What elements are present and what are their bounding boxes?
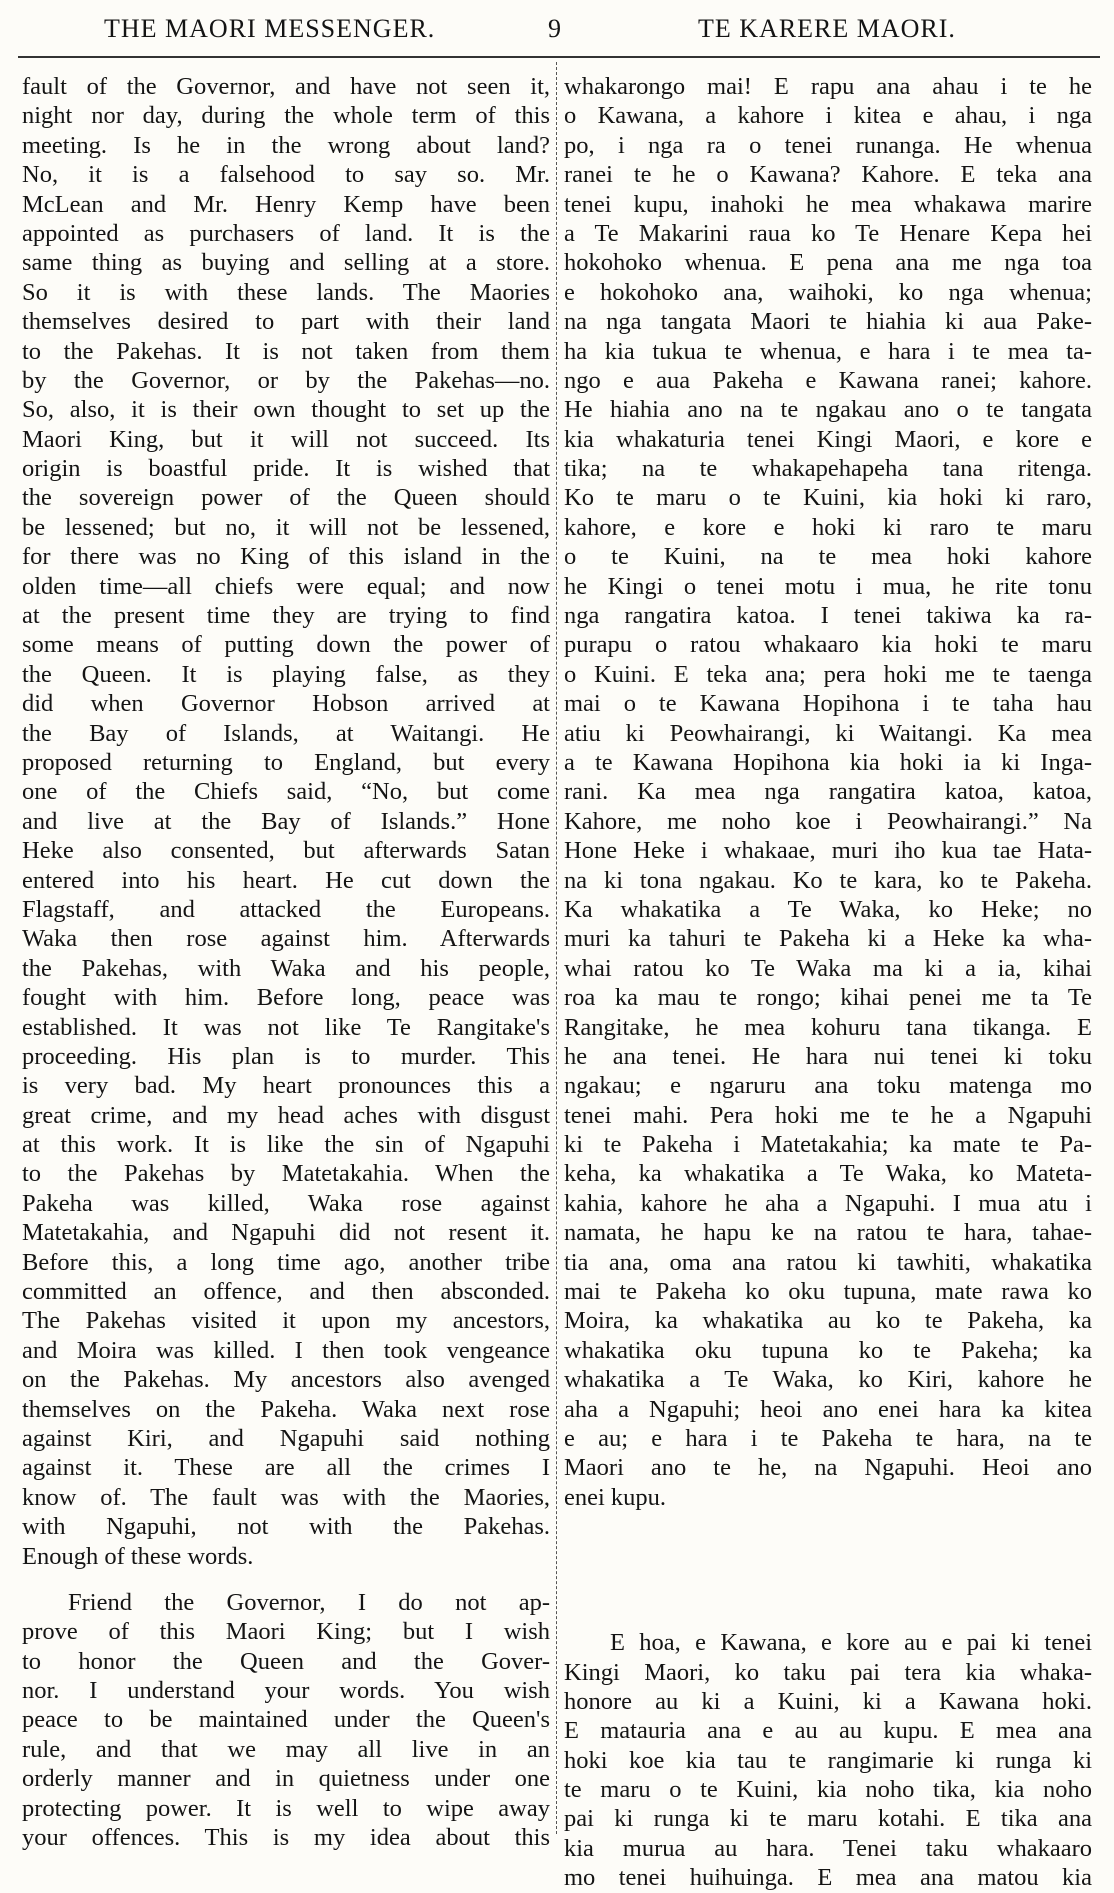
text-line: atiu ki Peowhairangi, ki Waitangi. Ka mea xyxy=(564,719,1092,747)
text-line: ngakau; e ngaruru ana toku matenga mo xyxy=(564,1072,1092,1100)
page-number: 9 xyxy=(548,14,562,43)
text-line: protecting power. It is well to wipe away xyxy=(22,1794,550,1822)
text-line: fault of the Governor, and have not seen it, xyxy=(22,73,550,100)
text-line: proceeding. His plan is to murder. This xyxy=(22,1042,550,1070)
text-line: na nga tangata Maori te hiahia ki aua Pake- xyxy=(564,308,1092,336)
text-line: he ana tenei. He hara nui tenei ki toku xyxy=(564,1042,1092,1070)
text-line: proposed returning to England, but every xyxy=(22,748,550,776)
text-line: the Bay of Islands, at Waitangi. He xyxy=(22,719,550,747)
text-line: entered into his heart. He cut down the xyxy=(22,866,550,894)
text-line: e hokohoko ana, waihoki, ko nga whenua; xyxy=(564,278,1092,306)
text-line: Pakeha was killed, Waka rose against xyxy=(22,1189,550,1217)
text-line: Maori ano te he, na Ngapuhi. Heoi ano xyxy=(564,1454,1092,1482)
text-line: appointed as purchasers of land. It is the xyxy=(22,219,550,247)
text-line: a Te Makarini raua ko Te Henare Kepa hei xyxy=(564,219,1092,247)
text-line: roa ka mau te rongo; kihai penei me ta Te xyxy=(564,984,1092,1012)
text-line: Kingi Maori, ko taku pai tera kia whaka- xyxy=(564,1658,1092,1686)
text-line: kahore, e kore e hoki ki raro te maru xyxy=(564,513,1092,541)
text-line: Rangitake, he mea kohuru tana tikanga. E xyxy=(564,1013,1092,1041)
text-line: te maru o te Kuini, kia noho tika, kia noho xyxy=(564,1776,1092,1804)
english-paragraph-2 xyxy=(22,1588,550,1853)
text-line: kahia, kahore he aha a Ngapuhi. I mua atu i xyxy=(564,1189,1092,1217)
text-line: against it. These are all the crimes I xyxy=(22,1454,550,1482)
text-line: he Kingi o tenei motu i mua, he rite tonu xyxy=(564,572,1092,600)
text-line: honore au ki a Kuini, ki a Kawana hoki. xyxy=(564,1687,1092,1715)
text-line: e au; e hara i te Pakeha te hara, na te xyxy=(564,1424,1092,1452)
text-line: namata, he hapu ke na ratou te hara, tahae- xyxy=(564,1219,1092,1247)
text-line: your offences. This is my idea about this xyxy=(22,1824,550,1852)
text-line: Moira, ka whakatika au ko te Pakeha, ka xyxy=(564,1307,1092,1335)
text-line: established. It was not like Te Rangitake's xyxy=(22,1013,550,1041)
text-line: and Moira was killed. I then took vengeance xyxy=(22,1336,550,1364)
text-line: a te Kawana Hopihona kia hoki ia ki Inga- xyxy=(564,748,1092,776)
text-line: themselves desired to part with their land xyxy=(22,308,550,336)
text-line: purapu o ratou whakaaro kia hoki te maru xyxy=(564,631,1092,659)
text-line: hoki koe kia tau te rangimarie ki runga ki xyxy=(564,1746,1092,1774)
text-line: peace to be maintained under the Queen's xyxy=(22,1706,550,1734)
text-line: So, also, it is their own thought to set up the xyxy=(22,396,550,424)
english-masthead: THE MAORI MESSENGER. xyxy=(104,14,436,43)
text-line: to the Pakehas. It is not taken from them xyxy=(22,337,550,365)
text-line: some means of putting down the power of xyxy=(22,631,550,659)
text-line: Before this, a long time ago, another tribe xyxy=(22,1248,550,1276)
text-line: at this work. It is like the sin of Ngapuhi xyxy=(22,1131,550,1159)
text-line: po, i nga ra o tenei runanga. He whenua xyxy=(564,131,1092,159)
text-line: Kahore, me noho koe i Peowhairangi.” Na xyxy=(564,807,1092,835)
column-divider xyxy=(556,62,557,1834)
text-line: on the Pakehas. My ancestors also avenged xyxy=(22,1366,550,1394)
text-line: tenei mahi. Pera hoki me te he a Ngapuhi xyxy=(564,1101,1092,1129)
text-line: whai ratou ko Te Waka ma ki a ia, kihai xyxy=(564,954,1092,982)
text-line: for there was no King of this island in the xyxy=(22,543,550,571)
text-line: whakatika oku tupuna ko te Pakeha; ka xyxy=(564,1336,1092,1364)
text-line: Heke also consented, but afterwards Satan xyxy=(22,837,550,865)
text-line: mo tenei huihuinga. E mea ana matou kia xyxy=(564,1864,1092,1892)
english-column xyxy=(22,72,550,1852)
text-line: did when Governor Hobson arrived at xyxy=(22,690,550,718)
text-line: the sovereign power of the Queen should xyxy=(22,484,550,512)
text-line: Ko te maru o te Kuini, kia hoki ki raro, xyxy=(564,484,1092,512)
text-line: the Pakehas, with Waka and his people, xyxy=(22,954,550,982)
text-line: hokohoko whenua. E pena ana me nga toa xyxy=(564,249,1092,277)
text-line: tenei kupu, inahoki he mea whakawa marire xyxy=(564,190,1092,218)
text-line: to honor the Queen and the Gover- xyxy=(22,1647,550,1675)
text-line: o te Kuini, na te mea hoki kahore xyxy=(564,543,1092,571)
text-line: with Ngapuhi, not with the Pakehas. xyxy=(22,1513,550,1541)
text-line: keha, ka whakatika a Te Waka, ko Mateta- xyxy=(564,1160,1092,1188)
text-line: ha kia tukua te whenua, e hara i te mea ta- xyxy=(564,337,1092,365)
text-line: themselves on the Pakeha. Waka next rose xyxy=(22,1395,550,1423)
text-line: whakatika a Te Waka, ko Kiri, kahore he xyxy=(564,1366,1092,1394)
text-line: pai ki runga ki te maru kotahi. E tika ana xyxy=(564,1805,1092,1833)
text-line: Maori King, but it will not succeed. Its xyxy=(22,425,550,453)
text-line: against Kiri, and Ngapuhi said nothing xyxy=(22,1424,550,1452)
text-line: McLean and Mr. Henry Kemp have been xyxy=(22,190,550,218)
text-line: muri ka tahuri te Pakeha ki a Heke ka wha- xyxy=(564,925,1092,953)
text-line: at the present time they are trying to find xyxy=(22,602,550,630)
text-line: kia whakaturia tenei Kingi Maori, e kore e xyxy=(564,425,1092,453)
text-line: No, it is a falsehood to say so. Mr. xyxy=(22,161,550,189)
text-line: mai o te Kawana Hopihona i te taha hau xyxy=(564,690,1092,718)
header-rule xyxy=(18,56,1100,58)
text-line: orderly manner and in quietness under one xyxy=(22,1765,550,1793)
text-line: to the Pakehas by Matetakahia. When the xyxy=(22,1160,550,1188)
page-header xyxy=(0,14,1114,54)
text-line: ngo e aua Pakeha e Kawana ranei; kahore. xyxy=(564,366,1092,394)
text-line: rani. Ka mea nga rangatira katoa, katoa, xyxy=(564,778,1092,806)
text-line: fought with him. Before long, peace was xyxy=(22,984,550,1012)
text-line: mai te Pakeha ko oku tupuna, mate rawa ko xyxy=(564,1278,1092,1306)
text-line: Waka then rose against him. Afterwards xyxy=(22,925,550,953)
text-line: E hoa, e Kawana, e kore au e pai ki tenei xyxy=(610,1629,1092,1657)
text-line: o Kawana, a kahore i kitea e ahau, i nga xyxy=(564,102,1092,130)
text-line: olden time—all chiefs were equal; and now xyxy=(22,572,550,600)
text-line: great crime, and my head aches with disgust xyxy=(22,1101,550,1129)
maori-paragraph-1 xyxy=(564,72,1092,1512)
text-line: night nor day, during the whole term of this xyxy=(22,102,550,130)
text-line: na ki tona ngakau. Ko te kara, ko te Pakeha. xyxy=(564,866,1092,894)
text-line: know of. The fault was with the Maories, xyxy=(22,1483,550,1511)
text-line: the Queen. It is playing false, as they xyxy=(22,660,550,688)
maori-column xyxy=(564,72,1092,1893)
text-line: Friend the Governor, I do not ap- xyxy=(68,1588,550,1616)
text-line: and live at the Bay of Islands.” Hone xyxy=(22,807,550,835)
text-line: So it is with these lands. The Maories xyxy=(22,278,550,306)
text-line: E matauria ana e au au kupu. E mea ana xyxy=(564,1717,1092,1745)
text-line: Enough of these words. xyxy=(22,1542,254,1570)
text-line: meeting. Is he in the wrong about land? xyxy=(22,131,550,159)
text-line: one of the Chiefs said, “No, but come xyxy=(22,778,550,806)
text-line: kia murua au hara. Tenei taku whakaaro xyxy=(564,1834,1092,1862)
text-line: ki te Pakeha i Matetakahia; ka mate te Pa- xyxy=(564,1131,1092,1159)
text-line: o Kuini. E teka ana; pera hoki me te taenga xyxy=(564,660,1092,688)
text-line: nor. I understand your words. You wish xyxy=(22,1677,550,1705)
maori-masthead: TE KARERE MAORI. xyxy=(698,14,956,43)
english-paragraph-1 xyxy=(22,72,550,1571)
text-line: tia ana, oma ana ratou ki tawhiti, whakatika xyxy=(564,1248,1092,1276)
text-line: Ka whakatika a Te Waka, ko Heke; no xyxy=(564,895,1092,923)
text-line: same thing as buying and selling at a store. xyxy=(22,249,550,277)
text-line: Flagstaff, and attacked the Europeans. xyxy=(22,895,550,923)
text-line: committed an offence, and then absconded. xyxy=(22,1278,550,1306)
text-line: whakarongo mai! E rapu ana ahau i te he xyxy=(564,73,1092,100)
text-line: The Pakehas visited it upon my ancestors, xyxy=(22,1307,550,1335)
text-line: origin is boastful pride. It is wished that xyxy=(22,455,550,483)
text-line: is very bad. My heart pronounces this a xyxy=(22,1072,550,1100)
text-line: Matetakahia, and Ngapuhi did not resent it. xyxy=(22,1219,550,1247)
text-line: tika; na te whakapehapeha tana ritenga. xyxy=(564,455,1092,483)
text-line: rule, and that we may all live in an xyxy=(22,1735,550,1763)
text-line: Hone Heke i whakaae, muri iho kua tae Hata- xyxy=(564,837,1092,865)
text-line: be lessened; but no, it will not be lessened, xyxy=(22,513,550,541)
text-line: prove of this Maori King; but I wish xyxy=(22,1618,550,1646)
text-line: nga rangatira katoa. I tenei takiwa ka ra- xyxy=(564,602,1092,630)
text-line: ranei te he o Kawana? Kahore. E teka ana xyxy=(564,161,1092,189)
text-line: by the Governor, or by the Pakehas—no. xyxy=(22,366,550,394)
text-line: aha a Ngapuhi; heoi ano enei hara ka kitea xyxy=(564,1395,1092,1423)
maori-paragraph-2 xyxy=(564,1628,1092,1893)
text-line: enei kupu. xyxy=(564,1483,667,1511)
text-line: He hiahia ano na te ngakau ano o te tangata xyxy=(564,396,1092,424)
